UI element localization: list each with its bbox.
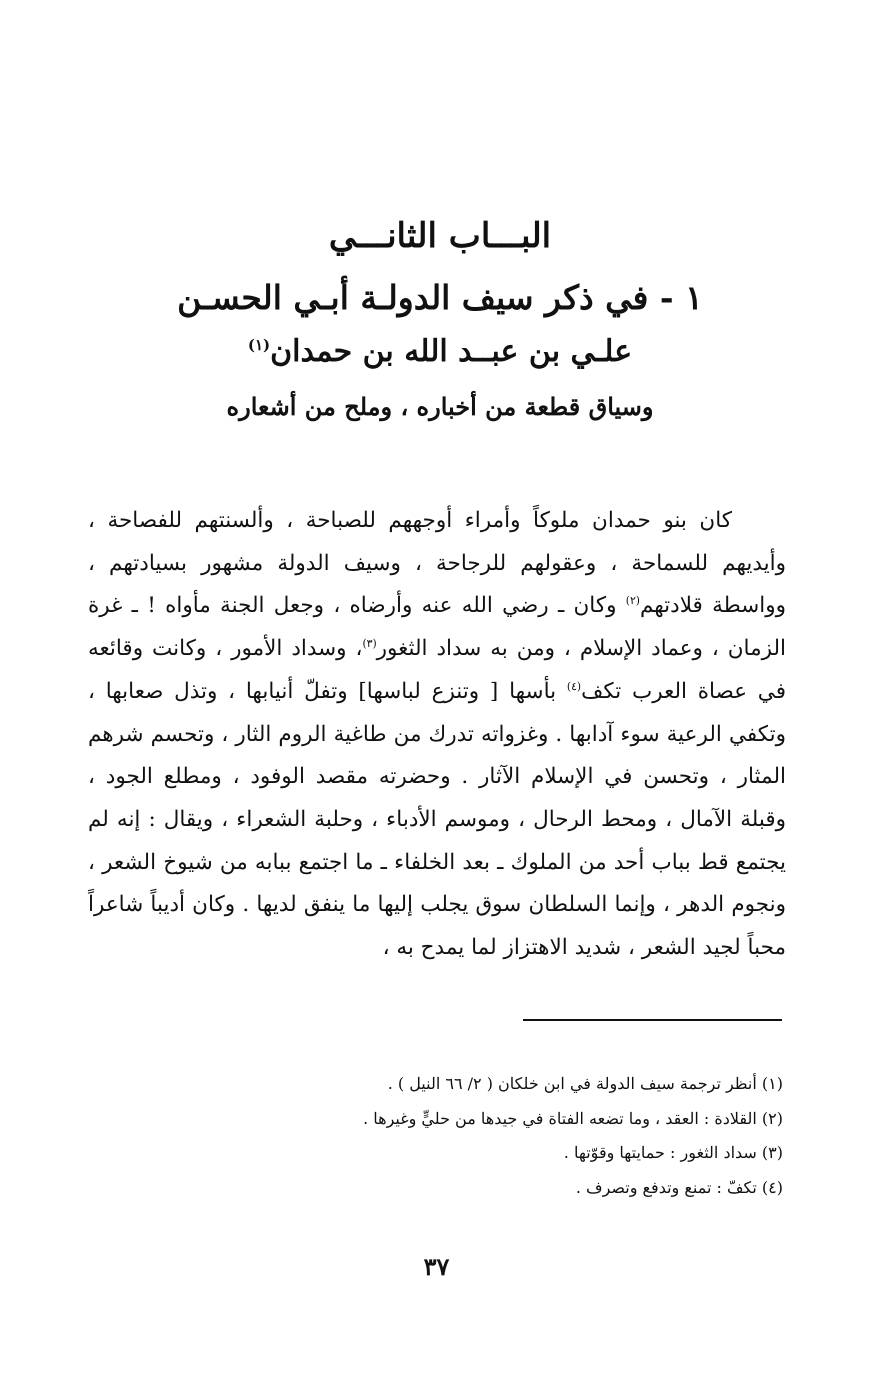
footnotes [93, 1067, 783, 1205]
body-text-part-4: بأسها [ وتنزع لباسها] وتفلّ أنيابها ، وتذل صعابها ، وتكفي الرعية سوء آدابها . وغزواته تدرك من طاغية الروم الثار ، وتحسم شرهم المثار ، وتحسن في الإسلام الآثار . وحضرته مقصد الوفود ، ومطلع الجود ، وقبلة الآمال ، ومحط الرحال ، وموسم الأدباء ، وحلبة الشعراء ، ويقال : إنه لم يجتمع قط بباب أحد من الملوك ـ بعد الخلفاء ـ ما اجتمع ببابه من شيوخ الشعر ، ونجوم الدهر ، وإنما السلطان سوق يجلب إليها ما ينفق لديها . وكان أديباً شاعراً محباً لجيد الشعر ، شديد الاهتزاز لما يمدح به ، [88, 678, 786, 961]
footnote-separator [523, 1019, 782, 1021]
person-name-heading [90, 334, 790, 369]
footnote-ref-1: (١) [247, 336, 271, 354]
footnote-4: (٤) تكفّ : تمنع وتدفع وتصرف . [575, 1177, 783, 1197]
chapter-title: البـــاب الثانـــي [328, 216, 552, 256]
footnote-ref-3: (٣) [362, 636, 377, 650]
page-number: ٣٧ [423, 1252, 450, 1281]
body-text-part-2: وكان ـ رضي الله عنه وأرضاه ، وجعل الجنة مأواه ! ـ غرة الزمان ، وعماد الإسلام ، ومن به سداد الثغور [88, 593, 786, 662]
footnote-ref-4: (٤) [566, 679, 582, 693]
footnote-ref-2: (٢) [625, 594, 640, 608]
person-name: علـي بن عبــد الله بن حمدان [270, 334, 633, 369]
section-title: ١ - في ذكر سيف الدولـة أبـي الحسـن [177, 278, 703, 317]
body-text [88, 500, 786, 970]
body-text-part-3: ، وسداد الأمور ، وكانت وقائعه في عصاة العرب تكف [88, 636, 786, 704]
section-subtitle: وسياق قطعة من أخباره ، وملح من أشعاره [226, 392, 654, 421]
body-paragraph [88, 500, 786, 970]
body-text-part-1: كان بنو حمدان ملوكاً وأمراء أوجههم للصباحة ، وألسنتهم للفصاحة ، وأيديهم للسماحة ، وعقولهم للرجاحة ، وسيف الدولة مشهور بسيادتهم ، وواسطة قلادتهم [88, 508, 787, 619]
footnote-3: (٣) سداد الثغور : حمايتها وقوّتها . [563, 1143, 783, 1162]
footnote-1: (١) أنظر ترجمة سيف الدولة في ابن خلكان ( ٢/ ٦٦ النيل ) . [387, 1074, 783, 1093]
footnote-2: (٢) القلادة : العقد ، وما تضعه الفتاة في جيدها من حليٍّ وغيرها . [363, 1108, 783, 1128]
